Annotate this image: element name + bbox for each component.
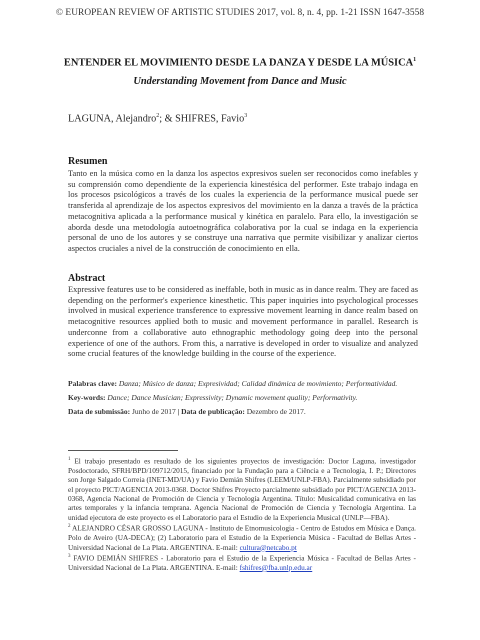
keywords-en: Key-words: Dance; Dance Musician; Expressivity; Dynamic movement quality; Performativity. <box>68 393 358 402</box>
footnote-3-text: FAVIO DEMIÁN SHIFRES - Laboratorio para el Estudio de la Experiencia Música - Facultad de Bellas Artes - Universidad Nacional de La Plata. ARGENTINA. E-mail: <box>68 553 416 572</box>
title-text: ENTENDER EL MOVIMIENTO DESDE LA DANZA Y DESDE LA MÚSICA <box>63 57 414 69</box>
author-second: SHIFRES, Favio <box>175 113 245 125</box>
keywords-es-label: Palabras clave <box>68 379 115 388</box>
author-separator: ; & <box>159 113 176 125</box>
footnote-2 <box>68 522 416 552</box>
abstract-text: Expressive features use to be considered as ineffable, both in music as in dance realm. They are faced as depending on the performer's experience kinesthetic. This paper inquiries into psychological processes involved in musical experience transference to expressive movement learning in dance realm based on metacognitive resources applied both to music and movement performance in parallel. Research is underconne from a collaborative auto ethnographic methodology going deep into the personal experience of one of the authors. From this, a narrative is developed in order to visualize and analyzed some crucial features of the knowledge building in the course of the experience. <box>68 285 418 359</box>
publication-date: Dezembro de 2017. <box>246 407 306 416</box>
article-subtitle: Understanding Movement from Dance and Music <box>133 76 347 87</box>
footnote-2-mark: 2 <box>68 524 71 530</box>
publication-label: Data de publicação <box>181 407 243 416</box>
keywords-en-label: Key-words <box>68 393 103 402</box>
author-first: LAGUNA, Alejandro <box>68 113 157 125</box>
footnote-2-text: ALEJANDRO CÉSAR GROSSO LAGUNA - Instituto de Etnomusicologia - Centro de Estudos em Música e Dança. Polo de Aveiro (UA-DECA); (2) Laboratorio para el Estudio de la Experiencia Música - Facultad de Bellas Artes - Universidad Nacional de La Plata. ARGENTINA. E-mail: <box>68 523 417 552</box>
footnote-1 <box>68 455 416 522</box>
submission-label: Data de submissão <box>68 407 128 416</box>
footnotes <box>68 455 416 572</box>
resumen-text: Tanto en la música como en la danza los aspectos expresivos suelen ser reconocidos como inefables y su comprensión como dependiente de la experiencia kinestésica del performer. Este trabajo indaga en los procesos psicológicos a través de los cuales la experiencia de la performance musical puede ser transferida al aprendizaje de los aspectos expresivos del movimiento en la danza a través de la práctica metacognitiva aplicada a la performance musical y kinética en paralelo. Para ello, la investigación se aborda desde una metodología autoetnográfica colaborativa por la cual se indaga en la experiencia personal de uno de los autores y se construye una narrativa que permite visibilizar y analizar ciertos aspectos cruciales a nivel de la construcción de conocimiento en ella. <box>68 169 418 253</box>
submission-dates: Data de submissão: Junho de 2017 | Data de publicação: Dezembro de 2017. <box>68 407 306 416</box>
keywords-es: Palabras clave: Danza; Músico de danza; Expresividad; Calidad dinámica de movimiento; Performatividad. <box>68 379 398 388</box>
author-second-mark: 3 <box>244 113 248 119</box>
author-first-mark: 2 <box>156 113 160 119</box>
footnote-1-mark: 1 <box>68 457 71 462</box>
submission-date: Junho de 2017 <box>131 407 176 416</box>
footnote-1-text: El trabajo presentado es resultado de los siguientes proyectos de investigación: Doctor Laguna, investigador Posdoctorado, SFRH/BPD/109712/2015, financiado por la Fundação para a Ciência e a Tecnologia, I. P.; Directores son Jorge Salgado Correia (INET-MD/UA) y Favio Demián Shifres (LEEM/UNLP-FBA). Parcialmente subsidiado por el proyecto PICT/AGENCIA 2013-0368. Doctor Shifres Proyecto parcialmente subsidiado por PICT/AGENCIA 2013-0368, Agencia Nacional de Promoción de Ciencia y Tecnología Argentina. Título: Musicalidad comunicativa en las artes temporales y la infancia temprana. Agencia Nacional de Promoción de Ciencia y Tecnología Argentina. La unidad ejecutora de este proyecto es el Laboratorio para el Estudio de la Experiencia Musical (UNLP—FBA). <box>68 456 416 522</box>
dates-separator: | <box>175 407 182 416</box>
keywords-en-text: Dance; Dance Musician; Expressivity; Dynamic movement quality; Performativity. <box>107 393 358 402</box>
abstract-heading: Abstract <box>68 273 106 284</box>
resumen-heading: Resumen <box>68 156 108 167</box>
footnote-rule <box>68 450 178 451</box>
article-title <box>0 57 480 68</box>
footnote-3-mark: 3 <box>68 553 71 559</box>
footnote-2-email-link[interactable]: cultura@netcabo.pt <box>239 542 297 552</box>
keywords-es-text: Danza; Músico de danza; Expresividad; Calidad dinámica de movimiento; Performatividad. <box>118 379 398 388</box>
footnote-3 <box>68 552 416 572</box>
journal-header: © EUROPEAN REVIEW OF ARTISTIC STUDIES 2017, vol. 8, n. 4, pp. 1-21 ISSN 1647-3558 <box>55 8 425 18</box>
title-footnote-mark: 1 <box>413 57 417 63</box>
footnote-3-email-link[interactable]: fshifres@fba.unlp.edu.ar <box>239 562 313 572</box>
author-line <box>68 113 247 124</box>
